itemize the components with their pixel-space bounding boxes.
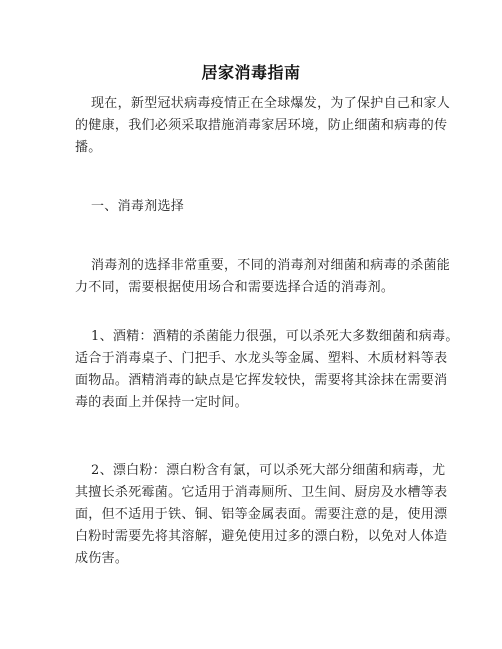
item2-line-3: 面，但不适用于铁、铜、铝等金属表面。需要注意的是，使用漂 [75,507,448,522]
item1-line-3: 面物品。酒精消毒的缺点是它挥发较快，需要将其涂抹在需要消 [75,373,448,388]
section-body-line-2: 力不同，需要根据使用场合和需要选择合适的消毒剂。 [75,280,395,295]
item2-line-2: 其擅长杀死霉菌。它适用于消毒厕所、卫生间、厨房及水槽等表 [75,485,448,500]
item1-line-4: 毒的表面上并保持一定时间。 [75,395,248,410]
item2-line-5: 成伤害。 [75,551,129,566]
section-body-line-1: 消毒剂的选择非常重要，不同的消毒剂对细菌和病毒的杀菌能 [91,258,451,273]
item1-line-1: 1、酒精：酒精的杀菌能力很强，可以杀死大多数细菌和病毒。 [91,329,459,344]
item1-line-2: 适合于消毒桌子、门把手、水龙头等金属、塑料、木质材料等表 [75,351,448,366]
item2-line-1: 2、漂白粉：漂白粉含有氯，可以杀死大部分细菌和病毒，尤 [91,463,446,478]
intro-line-2: 的健康，我们必须采取措施消毒家居环境，防止细菌和病毒的传 [75,118,448,133]
document-title: 居家消毒指南 [201,63,301,82]
intro-line-1: 现在，新型冠状病毒疫情正在全球爆发，为了保护自己和家人 [91,96,451,111]
item2-line-4: 白粉时需要先将其溶解，避免使用过多的漂白粉，以免对人体造 [75,529,448,544]
section-heading: 一、消毒剂选择 [91,199,185,214]
intro-line-3: 播。 [75,140,102,155]
